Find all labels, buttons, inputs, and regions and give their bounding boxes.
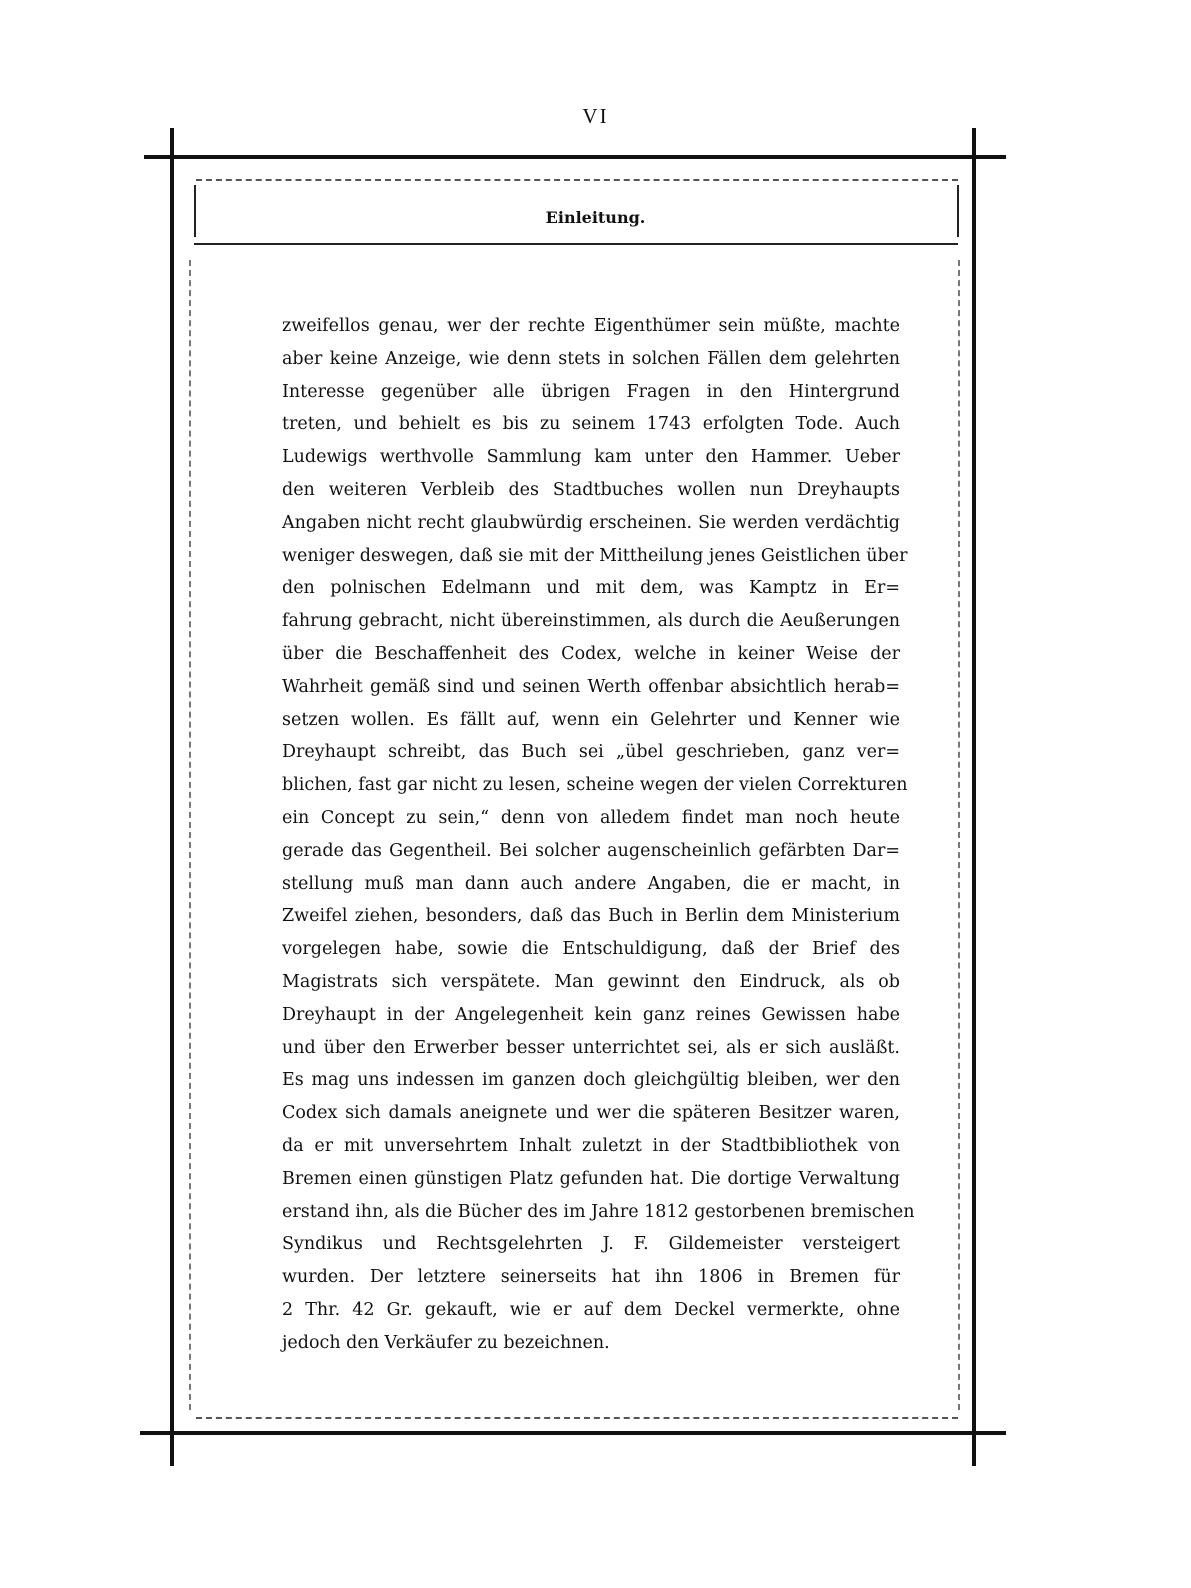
text-line: Ludewigs werthvolle Sammlung kam unter den Hammer. Ueber: [282, 447, 900, 468]
text-line: und über den Erwerber besser unterrichtet sei, als er sich ausläßt.: [282, 1037, 900, 1058]
frame-top-rule: [144, 155, 1006, 159]
text-line: Syndikus und Rechtsgelehrten J. F. Gildemeister versteigert: [282, 1234, 900, 1255]
text-line: gerade das Gegentheil. Bei solcher augenscheinlich gefärbten Dar=: [282, 840, 900, 861]
text-line: weniger deswegen, daß sie mit der Mittheilung jenes Geistlichen über: [282, 545, 908, 566]
text-line: jedoch den Verkäufer zu bezeichnen.: [282, 1332, 610, 1353]
text-line: zweifellos genau, wer der rechte Eigenthümer sein müßte, machte: [282, 316, 900, 336]
text-line: vorgelegen habe, sowie die Entschuldigung, daß der Brief des: [282, 939, 900, 960]
inner-bottom-dashed-rule: [196, 1417, 958, 1419]
header-bottom-rule: [194, 243, 958, 245]
text-line: Zweifel ziehen, besonders, daß das Buch in Berlin dem Ministerium: [282, 906, 900, 927]
section-title: Einleitung.: [545, 208, 646, 227]
text-line: treten, und behielt es bis zu seinem 1743 erfolgten Tode. Auch: [282, 414, 900, 435]
text-line: erstand ihn, als die Bücher des im Jahre 1812 gestorbenen bremischen: [282, 1201, 915, 1222]
text-line: ein Concept zu sein,“ denn von alledem findet man noch heute: [282, 807, 900, 828]
text-line: Bremen einen günstigen Platz gefunden hat. Die dortige Verwaltung: [282, 1168, 900, 1189]
text-line: setzen wollen. Es fällt auf, wenn ein Gelehrter und Kenner wie: [282, 709, 900, 730]
text-line: über die Beschaffenheit des Codex, welche in keiner Weise der: [282, 643, 900, 664]
text-line: Codex sich damals aneignete und wer die späteren Besitzer waren,: [282, 1103, 900, 1124]
header-top-dashed-rule: [196, 179, 958, 181]
inner-left-dashed-rule: [189, 260, 191, 1410]
text-line: aber keine Anzeige, wie denn stets in solchen Fällen dem gelehrten: [282, 348, 900, 369]
text-line: da er mit unversehrtem Inhalt zuletzt in der Stadtbibliothek von: [282, 1135, 900, 1156]
text-line: Interesse gegenüber alle übrigen Fragen in den Hintergrund: [282, 381, 900, 402]
frame-bottom-rule: [140, 1431, 1006, 1435]
frame-left-rule: [170, 128, 174, 1466]
text-line: Dreyhaupt in der Angelegenheit kein ganz reines Gewissen habe: [282, 1004, 900, 1025]
text-line: Wahrheit gemäß sind und seinen Werth offenbar absichtlich herab=: [282, 676, 900, 697]
frame-right-rule: [972, 128, 976, 1466]
body-text: [282, 310, 915, 1360]
inner-right-dashed-rule: [958, 260, 960, 1410]
text-line: wurden. Der letztere seinerseits hat ihn 1806 in Bremen für: [282, 1267, 900, 1288]
page-number: VI: [582, 104, 609, 128]
text-line: den weiteren Verbleib des Stadtbuches wollen nun Dreyhaupts: [282, 479, 900, 500]
text-line: Magistrats sich verspätete. Man gewinnt den Eindruck, als ob: [282, 971, 900, 992]
text-line: stellung muß man dann auch andere Angaben, die er macht, in: [282, 873, 900, 894]
text-line: fahrung gebracht, nicht übereinstimmen, als durch die Aeußerungen: [282, 611, 900, 632]
text-line: Es mag uns indessen im ganzen doch gleichgültig bleiben, wer den: [282, 1070, 900, 1091]
text-line: 2 Thr. 42 Gr. gekauft, wie er auf dem Deckel vermerkte, ohne: [282, 1299, 900, 1320]
text-line: blichen, fast gar nicht zu lesen, scheine wegen der vielen Correkturen: [282, 775, 908, 796]
text-line: Angaben nicht recht glaubwürdig erscheinen. Sie werden verdächtig: [282, 512, 900, 533]
text-line: den polnischen Edelmann und mit dem, was Kamptz in Er=: [282, 578, 900, 599]
text-line: Dreyhaupt schreibt, das Buch sei „übel geschrieben, ganz ver=: [282, 742, 900, 763]
